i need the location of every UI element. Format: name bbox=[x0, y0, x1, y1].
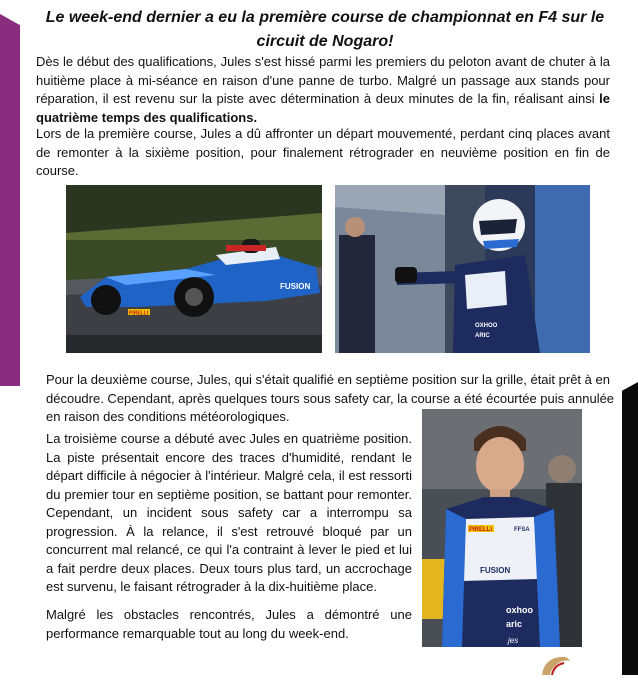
portrait-sponsor-4: oxhoo bbox=[506, 605, 533, 615]
photo-driver-portrait bbox=[422, 409, 582, 647]
portrait-sponsor-1: PIRELLI bbox=[469, 527, 493, 533]
team-logo-icon bbox=[538, 655, 572, 680]
paragraph-qualifying-text: Dès le début des qualifications, Jules s'est hissé parmi les premiers du peloton avant de chuter à la huitième place à mi-séance en raison d'une panne de turbo. Malgré un passage aux stands pour réparation, il est revenu sur la piste avec détermination à deux minutes de la fin, réalisant ainsi bbox=[36, 54, 610, 106]
paragraph-race-three: La troisième course a débuté avec Jules en quatrième position. La piste présentait encore des traces d'humidité, rendant le départ difficile à négocier à l'intérieur. Malgré cela, il est ressorti du premier tour en septième position, se battant pour remonter. Cependant, un incident sous safety car a interrompu sa progression. À la relance, il s'est retrouvé bloqué par un concurrent mal relancé, ce qui l'a contraint à lever le pied et lui a fait perdre deux places. Deux tours plus tard, un accrochage est survenu, le faisant rétrograder à la dix-huitième place. bbox=[46, 431, 412, 594]
photo-race-car bbox=[66, 185, 322, 353]
photo-pit-lane bbox=[335, 185, 590, 353]
portrait-sponsor-6: jes bbox=[508, 636, 519, 645]
driver-suit-sponsor-2: ARIC bbox=[475, 333, 490, 339]
left-accent-band bbox=[0, 14, 20, 386]
driver-suit-sponsor-1: OXHOO bbox=[475, 323, 498, 329]
paragraph-conclusion: Malgré les obstacles rencontrés, Jules a démontré une performance remarquable tout au long du week-end. bbox=[46, 607, 412, 641]
paragraph-race-one: Lors de la première course, Jules a dû affronter un départ mouvementé, perdant cinq places avant de remonter à la sixième position, pour finalement rétrograder en neuvième position en fin de course. bbox=[36, 126, 610, 178]
paragraph-qualifying-highlight: le quatrième temps des qualifications. bbox=[36, 91, 610, 125]
paragraph-race-two: Pour la deuxième course, Jules, qui s'était qualifié en septième position sur la grille, était prêt à en découdre. Cependant, après quelques tours sous safety car, la course a été écourtée puis annulée en raison des conditions météorologiques. bbox=[46, 372, 615, 424]
portrait-sponsor-2: FFSA bbox=[514, 527, 530, 533]
portrait-sponsor-3: FUSION bbox=[480, 566, 511, 575]
portrait-sponsor-5: aric bbox=[506, 619, 523, 629]
article-title: Le week-end dernier a eu la première course de championnat en F4 sur le circuit de Nogaro! bbox=[45, 9, 605, 50]
car-livery-text: FUSION bbox=[280, 282, 311, 291]
paragraph-qualifying bbox=[36, 53, 610, 127]
car-tyre-brand: PIRELLI bbox=[129, 310, 149, 317]
